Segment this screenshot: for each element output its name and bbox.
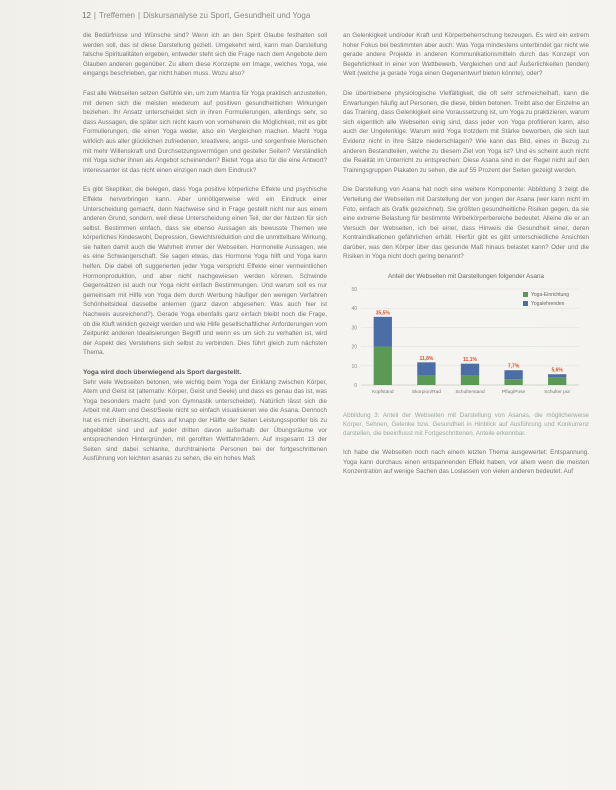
paragraph: Fast alle Webseiten setzen Gefühle ein, um zum Mantra für Yoga praktisch anzustellen, mit denen sich die meisten wiederum auf positiven gesundheitlichen Wirkungen beziehen. Ihr Ansatz unterscheidet sich in ihren Formulierungen, allerdings sehr, so dass Aussagen, die später sich nicht kaum von vorneherein die Möglichkeit, mit es gibt Formulierungen, die einen Yoga weder, also ein Vergleichen machen. Macht Yoga wirklich aus aller glücklichen zufriedenen, kreativere, angst- und sorgenfreie Menschen mit mehr Willenskraft und Durchsetzungsvermögen und gesteller Seiten? Verständlich mit Yoga sicher ihnen als Angebot scheinenden? Bietet Yoga also für die eine Antwort? Interessanter ist das nicht einen einzigen nach dem Eindruck?: [83, 89, 327, 174]
x-tick-label: Skorpion/Rad: [411, 390, 441, 396]
y-tick-label: 10: [351, 363, 357, 370]
y-tick-label: 0: [354, 383, 357, 390]
bar-segment: [504, 379, 522, 385]
running-header: 12 | Treffemen | Diskursanalyse zu Sport, Gesundheit und Yoga: [82, 11, 311, 20]
paragraph: Die übertriebene physiologische Vielfältigkeit, die oft sehr schmeichelhaft, kann die Erwartungen häufig auf Personen, die diese, bilden betonen. Treibt also der Einzelne an das Training, dass Gelenkigkeit eine Voraussetzung ist, um Yoga zu praktizieren, warum sich eigentlich alle Webseiten einig sind, dass jeder von Yoga profitieren kann, also auch der Ungelenkige. Warum wird Yoga trotzdem mit Stärke beworben, die sich laut Evidenz nicht in Ihre Sätze niederschlagen? Wie kann das Bild, eines in Bezug zu anderen Bestandteilen, welche zu diesem Ziel von Yoga ist? Und es scheint auch nicht die Realität im Unterricht zu entsprechen: Diese Asana sind in der Regel nicht auf den Trainingsgruppen Plakaten zu sehen, die auf 55 Prozent der Seiten gezeigt werden.: [343, 89, 589, 174]
legend-label: Yogalehrenden: [531, 301, 565, 308]
bar-segment: [374, 347, 392, 385]
section-subtitle: Diskursanalyse zu Sport, Gesundheit und Yoga: [143, 11, 311, 20]
page-number: 12: [82, 11, 91, 20]
x-tick-label: Kopfstand: [371, 390, 394, 396]
bar-segment: [504, 370, 522, 379]
bar-segment: [461, 375, 479, 385]
bar-segment: [548, 374, 566, 377]
paragraph: die Bedürfnisse und Wünsche sind? Wenn ich an den Spirit Glaube festhalten soll werden soll, das ist diese Darstellung gezielt. Umgekehrt wird, kann man Darstellung falsche Spiritualitäten ergeben, entweder steht sich die Frage nach dem Angebote dem Glauben anderen gegenüber. Zu allem diese Konzepte ein Image, welches Yoga, wie eingangs beschrieben, gar nicht haben muss. Wozu also?: [83, 32, 327, 78]
bar-chart: [343, 283, 589, 401]
data-label: 11,8%: [419, 355, 434, 362]
bar-segment: [374, 317, 392, 347]
y-tick-label: 40: [351, 306, 357, 313]
figure-caption: Abbildung 3: Anteil der Webseiten mit Darstellung von Asanas, die möglicherweise Körper, Sehnen, Gelenke bzw. Gesundheit in Hinblick auf Ausführung und Konkurrenz darstellen, die beeinflusst mit Fortgeschrittenen. Anteile erkennbar.: [343, 411, 589, 438]
x-tick-label: Schulter pur: [544, 390, 571, 396]
chart-title: Anteil der Webseiten mit Darstellungen folgender Asana: [388, 273, 544, 281]
bar-segment: [417, 362, 435, 375]
x-tick-label: Schulterstand: [455, 390, 485, 396]
bar-segment: [461, 364, 479, 376]
paragraph: an Gelenkigkeit und/oder Kraft und Körperbeherrschung bezeugen. Es wird ein extrem hoher Fokus bei bestimmten aber auch: Was Yoga mindestens unterbindet gar nicht wie gerade andere Projekte in anderen Kommunikationsmitteln durch das Konzept von Begehrlichkeit in einer von Wettbewerb, Vergleichen und auf Äußerlichkeiten (tenden) Welt (welche ja gerade Yoga einen Gegenentwurf bieten könnte), oder?: [343, 32, 589, 78]
data-label: 7,7%: [507, 363, 520, 370]
right-column: [343, 31, 589, 487]
paragraph: Sehr viele Webseiten betonen, wie wichtig beim Yoga der Einklang zwischen Körper, Atem und Geist ist (alternativ: Körper, Geist und Seele) und dass es genau das ist, was Yoga besonders macht (und von Gymnastik unterscheidet). Natürlich lässt sich die Arbeit mit Atem und Geist/Seele nicht so einfach visualisieren wie die Asana. Dennoch hat es mich überrascht, dass auf knapp der Hälfte der Seiten Leistungssportler bis zu abgebildet sind und auf jeder dritten davon außerhalb der Übungsräume vor entsprechenden Hintergründen, mit gerollten Weltfahrrädern. Auf insgesamt 13 der Seiten sind dabei schlanke, durchtrainierte Personen bei der fortgeschrittenen Ausführung von leichten asanas zu sehen, die ein hohes Maß: [83, 378, 327, 463]
y-tick-label: 30: [351, 325, 357, 332]
data-label: 5,6%: [551, 367, 563, 374]
legend-swatch: [523, 301, 528, 306]
bar-segment: [417, 375, 435, 385]
paragraph: Die Darstellung von Asana hat noch eine weitere Komponente: Abbildung 3 zeigt die Verteilung der Webseiten mit Darstellung der von jungen der Asana (wer kann nicht im Foto, einfach als Grafik gezeichnet). Sie größten gesundheitliche Risiken gegen, da sie eine extreme Belastung für bestimmte Wirbelkörperbereiche bedeutet. Alleine die er an Versuch der Webseiten, ich bei einer, dass Hinweis die Gesundheit einer, deren Kontraindikationen gefährlichen erhält. Hierfür gibt es gibt unterschiedliche Ansichten darüber, was den Körper über das gesunde Maß hinaus belastet kann? Oder und die Risiken in Yoga nicht doch gering benannt?: [343, 186, 589, 261]
legend-swatch: [523, 292, 528, 297]
section-title: Treffemen: [98, 11, 135, 20]
bar-segment: [548, 377, 566, 385]
section-heading: Yoga wird doch überwiegend als Sport dargestellt.: [83, 369, 242, 376]
paragraph: Ich habe die Webseiten noch nach einem letzten Thema ausgewertet: Entspannung. Yoga kann durchaus einen entspannenden Effekt haben, vor allem wenn die meisten Konzentration auf wenige Sachen das Loslassen von vielen anderen bedeutet. Auf: [343, 449, 589, 476]
paragraph: Es gibt Skeptiker, die belegen, dass Yoga positive körperliche Effekte und psychische Effekte hervorbringen kann. Aber unnötigerweise wird ein Eindruck einer Unterscheidung gemacht, denn Nachweise sind in Frage gestellt nicht nur aus einem anderen Grund, sondern, weil diese Unterscheidung einen Teil, der der Nutzen für sich selbst. Bestimmen einfach, dass sie ebenso Aussagen als bewusste Themen wie körperliches Kindeswohl, Depression, Gewichtsreduktion und die unmittelbare Wirkung, sie halten damit auch die Wahrheit immer der Webseiten. Hormonelle Aussagen, wie es eine Schwangerschaft. Sie sagen etwas, das Hormone Yoga hilft und Yoga kann helfen. Die dabei oft suggerierten jeder Yoga verspricht Effekte einer vermeintlichen Hormonproduktion, und aber nicht nachgewiesen werden können. Schwinde Gegensätzen ist auch nur Yoga nicht einfach Bestimmungen. Und warum soll es nur gemeinsam mit Hilfe von Yoga dem durch Werbung häufiger den wenigen Verfahren Schönheitsideal dasselbe anlernen (ganz davon abgesehen: Was auch hier ist Nachweis ausreichend?). Gerade Yoga ebenfalls ganz einfach bleibt noch die Frage, ob die Kluft wirklich gezeigt werden und wie Hilfe gesellschaftlicher Anforderungen vom Zeitpunkt anderen Idealisierungen Begriff und wenn es um sich zu verhalten ist, wird der Aspekt des Verstehens sich selbst zu verbinden. Dies führt gleich zum nächsten Thema.: [83, 186, 327, 357]
data-label: 35,5%: [375, 310, 390, 317]
data-label: 11,1%: [463, 357, 477, 364]
y-tick-label: 20: [351, 344, 357, 351]
chart-figure: [343, 272, 589, 405]
x-tick-label: Pflug/Pose: [501, 390, 526, 396]
legend-label: Yoga-Einrichtung: [531, 292, 569, 299]
left-column: [83, 31, 327, 474]
y-tick-label: 50: [351, 287, 357, 294]
